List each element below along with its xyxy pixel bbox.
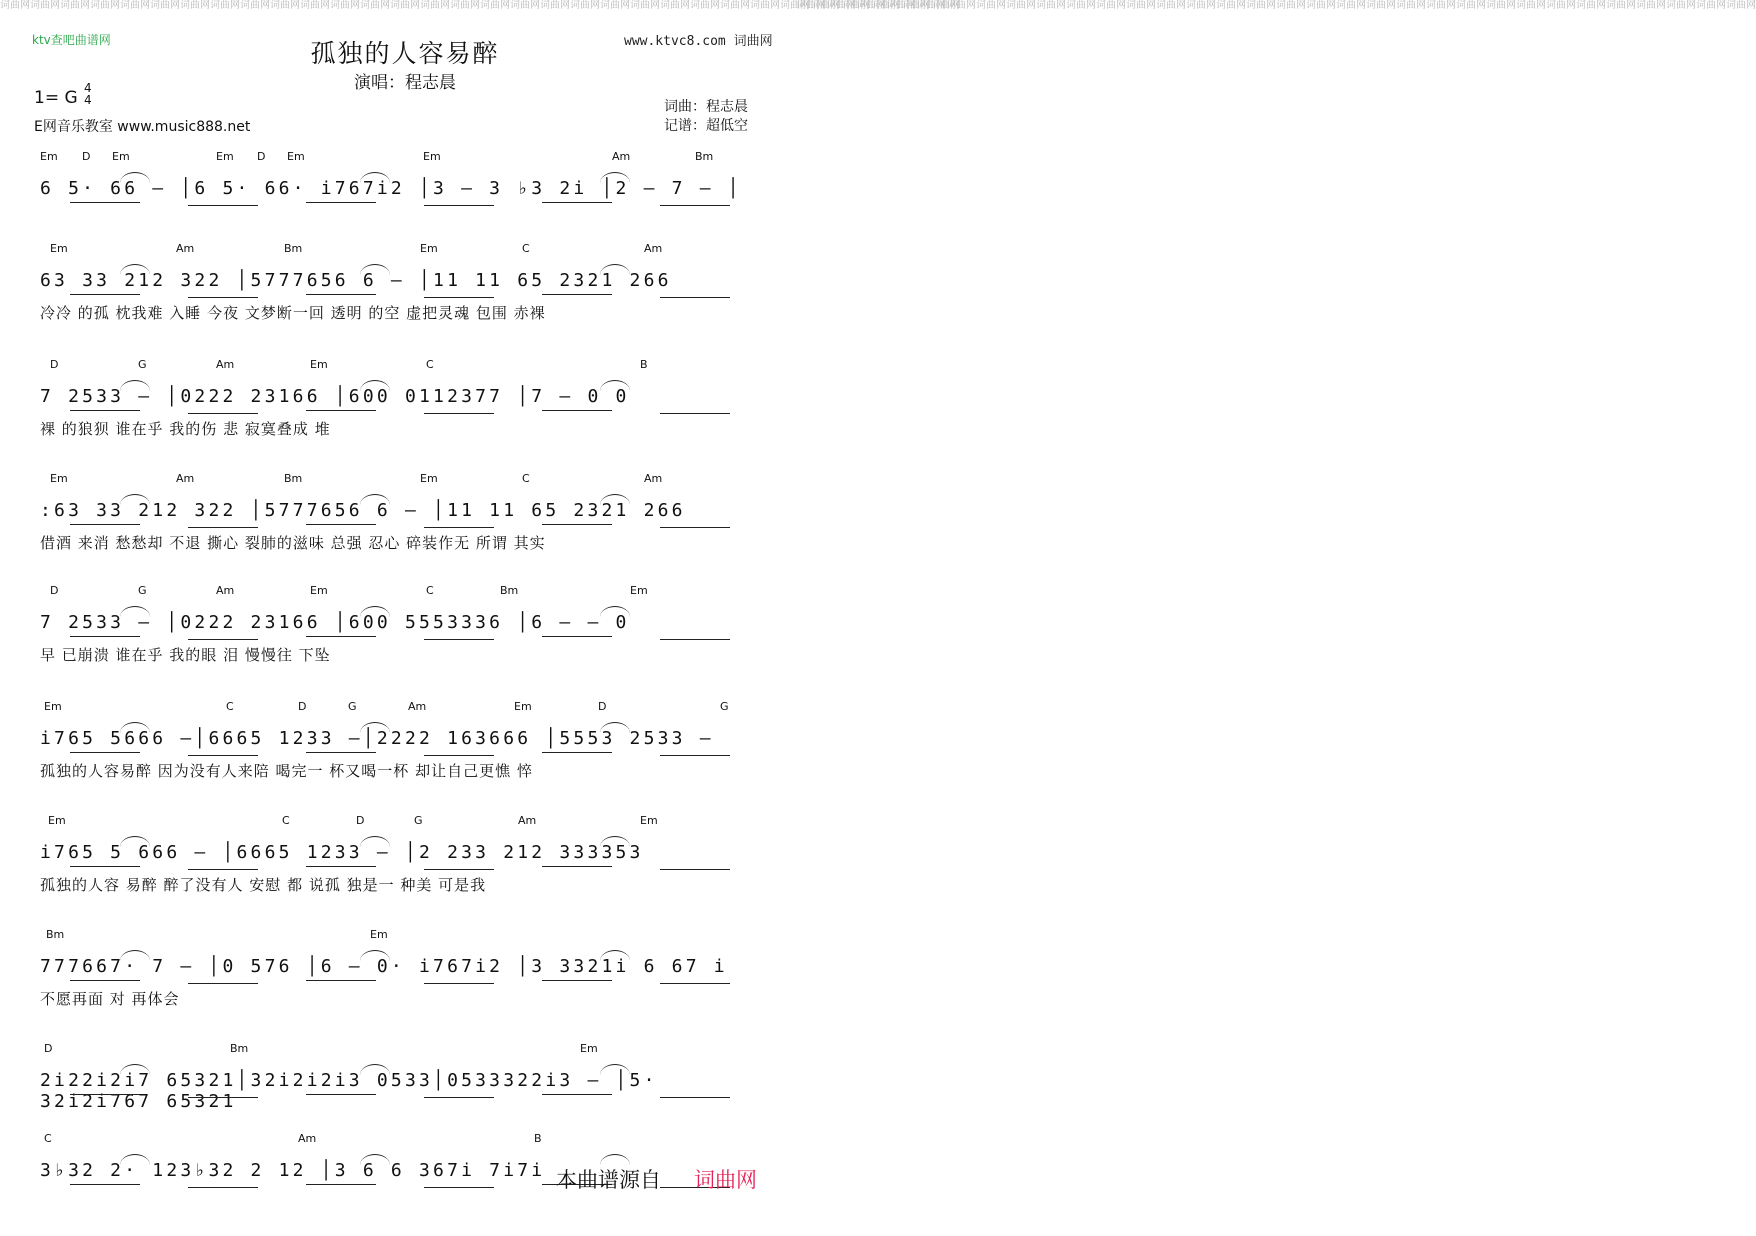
chord-symbol: D (598, 700, 607, 713)
beam-line (188, 983, 258, 984)
beam-line (542, 294, 612, 295)
chord-symbol: Em (370, 928, 388, 941)
tie-arc (360, 1064, 390, 1075)
notation-row: 3♭32 2· 123♭32 2 12 │3 6 6 367i 7i7i (40, 1160, 546, 1181)
source-site: E网音乐教室 www.music888.net (34, 119, 251, 135)
beam-line (188, 869, 258, 870)
chord-symbol: G (138, 358, 147, 371)
chord-symbol: Am (176, 472, 195, 485)
beam-line (188, 413, 258, 414)
beam-line (542, 524, 612, 525)
lyrics-row: 借酒 来消 愁愁却 不退 撕心 裂肺的滋味 总强 忍心 碎装作无 所谓 其实 (40, 534, 546, 552)
tie-arc (600, 606, 630, 617)
lyrics-row: 冷冷 的孤 枕我难 入睡 今夜 文梦断一回 透明 的空 虚把灵魂 包围 赤裸 (40, 304, 546, 322)
chord-symbol: C (226, 700, 234, 713)
chord-row (40, 584, 774, 598)
singer-line: 演唱：程志晨 (354, 73, 456, 93)
chord-row (40, 700, 774, 714)
lyrics-row: 孤独的人容易醉 因为没有人来陪 喝完一 杯又喝一杯 却让自己更憔 悴 (40, 762, 533, 780)
chord-symbol: Em (50, 472, 68, 485)
chord-symbol: Em (514, 700, 532, 713)
notation-row: 63 33 212 322 │5777656 6 — │11 11 65 2321 266 (40, 270, 672, 291)
notation-row: 2i22i2i7 65321│32i2i2i3 0533│0533322i3 — │5· 32i2i767 65321 (40, 1070, 658, 1112)
beam-line (660, 205, 730, 206)
notation-row: i765 5 666 — │6665 1233 — │2 233 212 333353 (40, 842, 644, 863)
score-system (40, 150, 774, 254)
score-system (40, 814, 774, 918)
beam-line (306, 1184, 376, 1185)
beam-line (660, 413, 730, 414)
beam-line (306, 524, 376, 525)
beam-line (542, 752, 612, 753)
beam-line (70, 1094, 140, 1095)
chord-row (40, 814, 774, 828)
tie-arc (120, 494, 150, 505)
chord-symbol: Em (40, 150, 58, 163)
chord-symbol: Am (644, 242, 663, 255)
chord-symbol: C (282, 814, 290, 827)
chord-symbol: Em (423, 150, 441, 163)
chord-symbol: Em (420, 242, 438, 255)
beam-line (542, 636, 612, 637)
beam-line (660, 983, 730, 984)
beam-line (70, 866, 140, 867)
chord-symbol: G (348, 700, 357, 713)
chord-symbol: Am (216, 584, 235, 597)
chord-symbol: Am (518, 814, 537, 827)
chord-symbol: C (522, 472, 530, 485)
tie-arc (120, 1064, 150, 1075)
chord-symbol: Am (612, 150, 631, 163)
lyrics-row: 裸 的狼狈 谁在乎 我的伤 悲 寂寞叠成 堆 (40, 420, 331, 438)
footer-source: 本曲谱源自 (556, 1168, 661, 1192)
lyrics-row: 早 已崩溃 谁在乎 我的眼 泪 慢慢往 下坠 (40, 646, 331, 664)
tie-arc (360, 950, 390, 961)
beam-line (188, 1187, 258, 1188)
chord-symbol: D (50, 358, 59, 371)
chord-symbol: Am (298, 1132, 317, 1145)
chord-symbol: Em (44, 700, 62, 713)
chord-symbol: C (44, 1132, 52, 1145)
tie-arc (600, 172, 630, 183)
chord-symbol: D (82, 150, 91, 163)
tie-arc (120, 950, 150, 961)
chord-symbol: Em (112, 150, 130, 163)
chord-symbol: Bm (284, 472, 303, 485)
beam-line (306, 1094, 376, 1095)
chord-symbol: B (640, 358, 648, 371)
tie-arc (360, 264, 390, 275)
chord-symbol: D (257, 150, 266, 163)
time-signature (84, 82, 92, 106)
chord-symbol: D (50, 584, 59, 597)
notation-row: 7 2533 — │0222 23166 │600 0112377 │7 — 0 0 (40, 386, 630, 407)
lyrics-row: 孤独的人容 易醉 醉了没有人 安慰 都 说孤 独是一 种美 可是我 (40, 876, 487, 894)
beam-line (306, 294, 376, 295)
chord-symbol: Bm (695, 150, 714, 163)
chord-symbol: Em (216, 150, 234, 163)
chord-row (40, 242, 774, 256)
chord-symbol: Em (310, 358, 328, 371)
chord-symbol: G (414, 814, 423, 827)
chord-symbol: D (298, 700, 307, 713)
beam-line (188, 297, 258, 298)
tie-arc (360, 836, 390, 847)
chord-symbol: C (522, 242, 530, 255)
chord-symbol: Bm (46, 928, 65, 941)
credits (664, 98, 748, 136)
score-system (40, 358, 774, 462)
chord-symbol: D (44, 1042, 53, 1055)
beam-line (70, 1184, 140, 1185)
tie-arc (360, 380, 390, 391)
chord-symbol: G (720, 700, 729, 713)
beam-line (542, 410, 612, 411)
chord-symbol: Bm (500, 584, 519, 597)
chord-row (40, 1042, 774, 1056)
tie-arc (600, 1064, 630, 1075)
chord-row (40, 150, 774, 164)
score-system (40, 1042, 774, 1146)
beam-line (188, 755, 258, 756)
chord-symbol: Em (630, 584, 648, 597)
tie-arc (600, 380, 630, 391)
beam-line (70, 752, 140, 753)
tie-arc (120, 1154, 150, 1165)
watermark-right: www.ktvc8.com 词曲网 (624, 34, 773, 49)
chord-symbol: Em (48, 814, 66, 827)
beam-line (424, 983, 494, 984)
song-title: 孤独的人容易醉 (310, 39, 500, 68)
tie-arc (600, 494, 630, 505)
chord-symbol: Am (408, 700, 427, 713)
chord-symbol: Am (644, 472, 663, 485)
footer-site: 词曲网 (694, 1168, 757, 1192)
beam-line (70, 410, 140, 411)
beam-line (660, 639, 730, 640)
key-signature: 1= G (34, 88, 78, 108)
score-system (40, 242, 774, 346)
chord-symbol: Am (216, 358, 235, 371)
beam-line (542, 1094, 612, 1095)
chord-symbol: Em (580, 1042, 598, 1055)
chord-symbol: B (534, 1132, 542, 1145)
beam-line (424, 413, 494, 414)
beam-line (70, 202, 140, 203)
beam-line (424, 527, 494, 528)
beam-line (660, 1097, 730, 1098)
beam-line (306, 866, 376, 867)
chord-symbol: Am (176, 242, 195, 255)
chord-symbol: G (138, 584, 147, 597)
beam-line (424, 205, 494, 206)
tie-arc (120, 836, 150, 847)
tie-arc (120, 264, 150, 275)
notation-row: 777667· 7 — │0 576 │6 — 0· i767i2 │3 3321i 6 67 i (40, 956, 728, 977)
notation-row: :63 33 212 322 │5777656 6 — │11 11 65 2321 266 (40, 500, 686, 521)
beam-line (306, 202, 376, 203)
tie-arc (600, 950, 630, 961)
side-watermark-left: 词曲网词曲网词曲网词曲网词曲网词曲网词曲网词曲网词曲网词曲网词曲网词曲网词曲网词曲网词曲网词曲网词曲网词曲网词曲网词曲网词曲网词曲网词曲网词曲网词曲网词曲网词曲网词曲网词曲网词曲网词曲网词曲网 (0, 0, 960, 11)
beam-line (306, 636, 376, 637)
beam-line (424, 869, 494, 870)
beam-line (306, 980, 376, 981)
tie-arc (120, 172, 150, 183)
tie-arc (360, 606, 390, 617)
beam-line (424, 639, 494, 640)
beam-line (424, 1187, 494, 1188)
beam-line (542, 866, 612, 867)
tie-arc (600, 836, 630, 847)
time-sig-top: 4 (84, 81, 92, 95)
chord-symbol: Em (420, 472, 438, 485)
beam-line (70, 524, 140, 525)
beam-line (542, 980, 612, 981)
tie-arc (360, 494, 390, 505)
tie-arc (120, 606, 150, 617)
beam-line (188, 639, 258, 640)
side-watermark-right: 词曲网词曲网词曲网词曲网词曲网词曲网词曲网词曲网词曲网词曲网词曲网词曲网词曲网词曲网词曲网词曲网词曲网词曲网词曲网词曲网词曲网词曲网词曲网词曲网词曲网词曲网词曲网词曲网词曲网词曲网词曲网词曲网 (796, 0, 1756, 11)
tie-arc (360, 722, 390, 733)
chord-symbol: Em (640, 814, 658, 827)
score-system (40, 928, 774, 1032)
chord-symbol: C (426, 584, 434, 597)
beam-line (660, 297, 730, 298)
time-sig-bottom: 4 (84, 93, 92, 107)
chord-row (40, 928, 774, 942)
beam-line (660, 869, 730, 870)
tie-arc (600, 264, 630, 275)
notation-row: i765 5666 —│6665 1233 —│2222 163666 │5553 2533 — (40, 728, 714, 749)
beam-line (424, 755, 494, 756)
chord-symbol: Em (287, 150, 305, 163)
beam-line (70, 980, 140, 981)
score-system (40, 700, 774, 804)
tie-arc (120, 380, 150, 391)
chord-symbol: Em (310, 584, 328, 597)
chord-symbol: C (426, 358, 434, 371)
beam-line (424, 297, 494, 298)
chord-symbol: Bm (230, 1042, 249, 1055)
tie-arc (360, 1154, 390, 1165)
chord-symbol: Bm (284, 242, 303, 255)
score-system (40, 1132, 774, 1236)
lyricist-credit: 词曲：程志晨 (664, 99, 748, 115)
chord-symbol: Em (50, 242, 68, 255)
beam-line (660, 527, 730, 528)
notation-row: 6 5· 66 — │6 5· 66· i767i2 │3 — 3 ♭3 2i │2 — 7 — │ (40, 178, 742, 199)
beam-line (70, 636, 140, 637)
tie-arc (600, 722, 630, 733)
beam-line (424, 1097, 494, 1098)
beam-line (660, 755, 730, 756)
tie-arc (120, 722, 150, 733)
beam-line (306, 752, 376, 753)
beam-line (70, 294, 140, 295)
score-system (40, 472, 774, 576)
beam-line (188, 527, 258, 528)
arranger-credit: 记谱：超低空 (664, 118, 748, 134)
lyrics-row: 不愿再面 对 再体会 (40, 990, 180, 1008)
chord-symbol: D (356, 814, 365, 827)
beam-line (542, 202, 612, 203)
beam-line (188, 205, 258, 206)
notation-row: 7 2533 — │0222 23166 │600 5553336 │6 — — 0 (40, 612, 630, 633)
chord-row (40, 1132, 774, 1146)
score-system (40, 584, 774, 688)
watermark-left: ktv查吧曲谱网 (32, 33, 111, 47)
beam-line (188, 1097, 258, 1098)
beam-line (306, 410, 376, 411)
chord-row (40, 472, 774, 486)
chord-row (40, 358, 774, 372)
tie-arc (360, 172, 390, 183)
